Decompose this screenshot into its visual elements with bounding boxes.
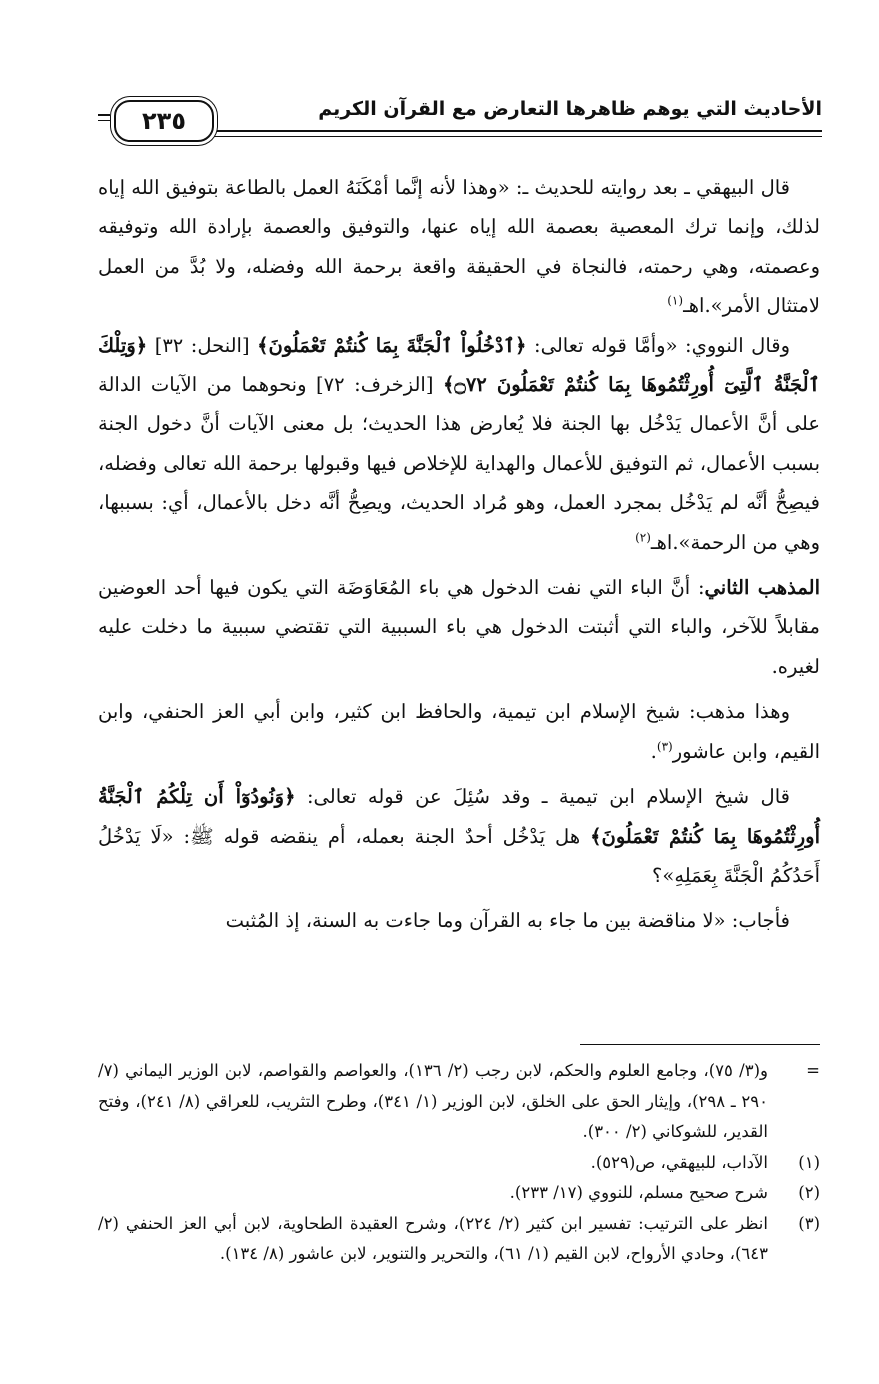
paragraph-nawawi — [98, 326, 820, 562]
main-text — [98, 168, 820, 941]
footnote-text: انظر على الترتيب: تفسير ابن كثير (٢/ ٢٢٤)، وشرح العقيدة الطحاوية، لابن أبي العز الحنفي (٢/ ٦٤٣)، وحادي الأرواح، لابن القيم (١/ ٦١)، والتحرير والتنوير، لابن عاشور (٨/ ١٣٤). — [98, 1213, 768, 1263]
paragraph-scholars — [98, 692, 820, 771]
header-rule-left-thin — [98, 120, 110, 121]
section-label: المذهب الثاني — [704, 576, 820, 600]
footnote-number: (٢) — [798, 1183, 820, 1202]
paragraph-text: وقال النووي: «وأمَّا قوله تعالى: — [526, 333, 790, 357]
paragraph-text: وهذا مذهب: شيخ الإسلام ابن تيمية، والحافظ ابن كثير، وابن أبي العز الحنفي، وابن القيم، وابن عاشور — [98, 700, 820, 763]
footnote-number: (١) — [798, 1152, 820, 1172]
paragraph-text: : أنَّ الباء التي نفت الدخول هي باء المُعَاوَضَة التي يكون فيها أحد العوضين مقابلاً للآخر، والباء التي أثبتت الدخول هي باء السببية التي تقتضي سببية ما دخلت عليه لغيره. — [98, 576, 820, 678]
page-number-frame — [114, 100, 214, 142]
verse-citation: [النحل: ٣٢] — [147, 333, 258, 357]
quran-verse: ﴿ٱدْخُلُواْ ٱلْجَنَّةَ بِمَا كُنتُمْ تَعْمَلُونَ﴾ — [257, 333, 527, 357]
quran-verse: ﴿وَنُودُوٓاْ أَن تِلْكُمُ ٱلْجَنَّةُ أُورِثْتُمُوهَا بِمَا كُنتُمْ تَعْمَلُونَ﴾ — [98, 785, 820, 848]
footnote-text: الآداب، للبيهقي، ص(٥٢٩). — [590, 1152, 768, 1172]
running-title: الأحاديث التي يوهم ظاهرها التعارض مع القرآن الكريم — [318, 98, 822, 120]
footnote-ref: (٣) — [656, 739, 673, 754]
header-rule — [212, 130, 822, 132]
footnote-ref: (١) — [667, 293, 684, 308]
page-number: ٢٣٥ — [142, 107, 186, 135]
footnote-number: = — [806, 1061, 820, 1080]
footnote-text: شرح صحيح مسلم، للنووي (١٧/ ٢٣٣). — [509, 1183, 768, 1202]
quran-verse: ﴿وَتِلْكَ ٱلْجَنَّةُ ٱلَّتِىٓ أُورِثْتُمُوهَا بِمَا كُنتُمْ تَعْمَلُونَ ۝٧٢﴾ — [98, 333, 820, 397]
paragraph-text: هل يَدْخُل أحدٌ الجنة بعمله، أم ينقضه قوله ﷺ: «لَا يَدْخُلُ أَحَدُكُمُ الْجَنَّةَ بِعَمَلِهِ»؟ — [98, 824, 820, 887]
paragraph-text: فأجاب: «لا مناقضة بين ما جاء به القرآن وما جاءت به السنة، إذ المُثبت — [225, 909, 790, 933]
paragraph-text: قال شيخ الإسلام ابن تيمية ـ وقد سُئِلَ عن قوله تعالى: — [295, 785, 790, 809]
paragraph-ibn-taymiyyah — [98, 777, 820, 895]
footnote-item — [98, 1056, 820, 1148]
paragraph-answer — [98, 901, 820, 940]
paragraph-end: . — [650, 739, 657, 763]
paragraph-text: [الزخرف: ٧٢] ونحوهما من الآيات الدالة على أنَّ الأعمال يَدْخُل بها الجنة فلا يُعارض هذا الحديث؛ بل معنى الآيات أنَّ دخول الجنة بسبب الأعمال، ثم التوفيق للأعمال والهداية للإخلاص فيها وقبولها برحمة الله تعالى وفضله، فيصِحُّ أنَّه لم يَدْخُل بمجرد العمل، وهو مُراد الحديث، ويصِحُّ أنَّه دخل بالأعمال، أي: بسببها، وهي من الرحمة».اهـ — [98, 373, 820, 554]
header-rule-left — [98, 114, 110, 116]
footnote-item — [98, 1209, 820, 1270]
footnote-number: (٣) — [798, 1213, 820, 1233]
footnote-text: و(٣/ ٧٥)، وجامع العلوم والحكم، لابن رجب (٢/ ١٣٦)، والعواصم والقواصم، لابن الوزير اليماني (٧/ ٢٩٠ ـ ٢٩٨)، وإيثار الحق على الخلق، لابن الوزير (١/ ٣٤١)، وطرح التثريب، للعراقي (٨/ ٢٤١)، وفتح القدير، للشوكاني (٢/ ٣٠٠). — [98, 1061, 768, 1141]
footnote-ref: (٢) — [635, 530, 651, 545]
paragraph-bayhaqi — [98, 168, 820, 326]
page-header — [98, 92, 822, 152]
footnote-item — [98, 1148, 820, 1179]
paragraph-text: قال البيهقي ـ بعد روايته للحديث ـ: «وهذا لأنه إنَّما أمْكَنَهُ العمل بالطاعة بتوفيق الله إياه لذلك، وإنما ترك المعصية بعصمة الله إياه عنها، والتوفيق والعصمة بإرادة الله وتوفيقه وعصمته، وهي رحمته، فالنجاة في الحقيقة واقعة برحمة الله وفضله، ولا بُدَّ من العمل لامتثال الأمر».اهـ — [98, 176, 820, 318]
paragraph-second-school — [98, 568, 820, 686]
header-rule-thin — [212, 136, 822, 137]
footnotes — [98, 1056, 820, 1270]
footnote-separator — [580, 1044, 820, 1045]
footnote-item — [98, 1178, 820, 1209]
